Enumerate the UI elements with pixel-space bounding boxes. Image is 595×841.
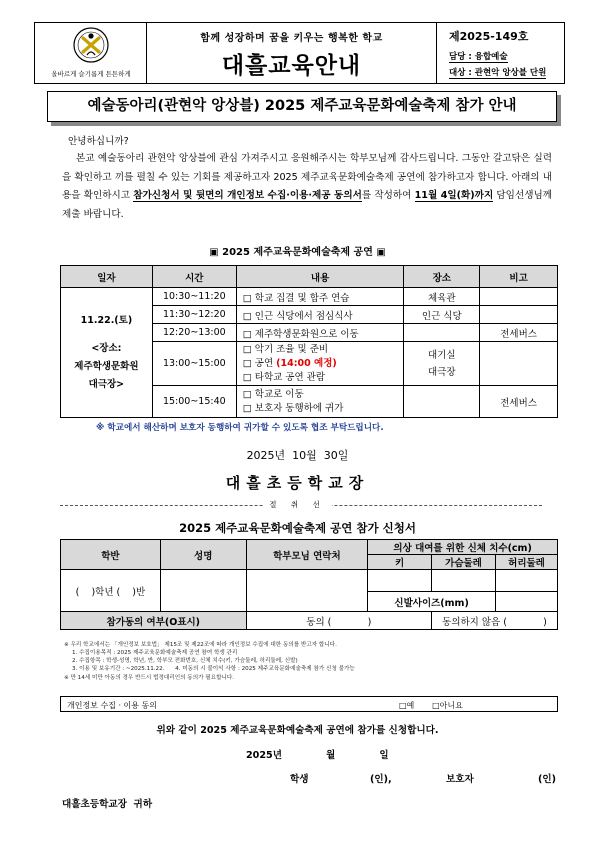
- footnote: 1. 수집이용목적 : 2025 제주교육문화예술축제 공연 참여 학생 관리: [72, 650, 238, 656]
- school-motto: 올바르게 슬기롭게 튼튼하게: [51, 70, 131, 78]
- school-emblem-icon: [73, 27, 109, 63]
- event-date-cell: 11.22.(토) <장소: 제주학생문화원 대극장>: [61, 288, 153, 418]
- shoe-size-label: 신발사이즈(mm): [368, 592, 496, 612]
- table-row: 13:00~15:00 □ 악기 조율 및 준비 □ 공연 (14:00 예정) □ 타학교 공연 관람 대기실 대극장: [61, 342, 558, 386]
- contact-field[interactable]: [246, 570, 368, 612]
- school-slogan: 함께 성장하며 꿈을 키우는 행복한 학교: [200, 33, 383, 44]
- consent-no-checkbox[interactable]: □아니요: [432, 701, 463, 710]
- underlined-forms: 참가신청서 및 뒷면의 개인정보 수집·이용·제공 동의서: [133, 190, 362, 202]
- principal-signature: 대흘초등학교장: [225, 474, 370, 492]
- privacy-consent-label: 개인정보 수집 · 이용 동의: [67, 701, 157, 710]
- table-row: 15:00~15:40 □ 학교로 이동 □ 보호자 동행하에 귀가 전세버스: [61, 386, 558, 418]
- col-date: 일자: [61, 266, 153, 288]
- h-class: 학반: [61, 540, 161, 570]
- manager-value: 융합예술: [474, 52, 508, 62]
- col-content: 내용: [236, 266, 404, 288]
- name-field[interactable]: [160, 570, 246, 612]
- form-title: 2025 제주교육문화예술축제 공연 참가 신청서: [179, 521, 416, 535]
- h-height: 키: [368, 555, 432, 570]
- consent-label: 참가동의 여부(O표시): [61, 612, 247, 630]
- application-statement: 위와 같이 2025 제주교육문화예술축제 공연에 참가를 신청합니다.: [156, 725, 439, 736]
- student-label: 학생: [290, 774, 309, 785]
- issue-date: 2025년 10월 30일: [246, 449, 349, 462]
- footnote-bold: ※ 만 14세 미만 아동의 경우 반드시 법정대리인의 동의가 필요합니다.: [64, 675, 235, 681]
- performance-time: (14:00 예정): [276, 357, 337, 369]
- dismissal-notice: ※ 학교에서 해산하며 보호자 동행하여 귀가할 수 있도록 협조 부탁드립니다.: [96, 423, 384, 433]
- schedule-subtitle: ▣ 2025 제주교육문화예술축제 공연 ▣: [209, 247, 386, 258]
- student-seal[interactable]: (인),: [370, 774, 392, 785]
- agree-field[interactable]: 동의 ( ): [246, 612, 431, 630]
- body-paragraph: 본교 예술동아리 관현악 앙상블에 관심 가져주시고 응원해주시는 학부모님께 감사드립니다. 그동안 갈고닦은 실력을 확인하고 끼를 펼칠 수 있는 기회를 제공하고자 2025 제주교육문화예술축제 공연에 참가하고자 합니다. 아래의 내용을 확인하시고 참가신청서 및 뒷면의 개인정보 수집·이용·제공 동의서를 작성하여 11월 4일(화)까지 담임선생님께 제출 바랍니다.: [62, 153, 553, 220]
- waist-field[interactable]: [496, 570, 558, 592]
- document-number: 제2025-149호: [449, 30, 529, 43]
- underlined-deadline: 11월 4일(화)까지: [414, 190, 494, 202]
- newsletter-title: 대흘교육안내: [221, 53, 362, 79]
- header-center: [147, 23, 436, 83]
- h-waist: 허리둘레: [496, 555, 558, 570]
- footnote: 2. 수집항목 : 학생-성명, 학년, 반, 학부모 전화번호, 신체 치수(키, 가슴둘레, 허리둘레, 신발): [72, 658, 298, 664]
- h-contact: 학부모님 연락처: [246, 540, 368, 570]
- footnote: 3. 이용 및 보유기간 : ~2025.11.22. 4. 미동의 시 불이익 사항 : 2025 제주교육문화예술축제 참가 신청 불가능: [72, 666, 355, 672]
- cut-label: 절 취 선: [0, 499, 595, 510]
- h-chest: 가슴둘레: [432, 555, 496, 570]
- table-row: 12:20~13:00 □ 제주학생문화원으로 이동 전세버스: [61, 324, 558, 342]
- addressee: 대흘초등학교장 귀하: [62, 799, 153, 810]
- target-line: 대상 : 관현악 앙상블 단원: [449, 68, 547, 78]
- schedule-header-row: [61, 266, 558, 288]
- schedule-table: [60, 265, 558, 418]
- table-row: 11:30~12:20 □ 인근 식당에서 점심식사 인근 식당: [61, 306, 558, 324]
- class-field[interactable]: ( )학년 ( )반: [61, 570, 161, 612]
- greeting: 안녕하십니까?: [68, 136, 129, 147]
- h-size: 의상 대여를 위한 신체 치수(cm): [368, 540, 558, 555]
- col-note: 비고: [480, 266, 558, 288]
- document-title: 예술동아리(관현악 앙상블) 2025 제주교육문화예술축제 참가 안내: [47, 91, 557, 122]
- target-value: 관현악 앙상블 단원: [474, 68, 547, 78]
- application-date: 2025년 월 일: [246, 750, 389, 761]
- privacy-consent-box: [60, 696, 558, 712]
- height-field[interactable]: [368, 570, 432, 592]
- disagree-field[interactable]: 동의하지 않음 ( ): [432, 612, 558, 630]
- chest-field[interactable]: [432, 570, 496, 592]
- col-time: 시간: [152, 266, 236, 288]
- guardian-label: 보호자: [446, 774, 474, 785]
- h-name: 성명: [160, 540, 246, 570]
- letterhead: [34, 22, 565, 84]
- footnote: ※ 우리 학교에서는 「개인정보 보호법」 제15조 및 제22조에 따라 개인정보 수집에 대한 동의를 받고자 합니다.: [64, 642, 337, 648]
- consent-yes-checkbox[interactable]: □예: [399, 701, 415, 710]
- col-place: 장소: [404, 266, 480, 288]
- header-meta: [436, 23, 565, 83]
- shoe-size-field[interactable]: [496, 592, 558, 612]
- logo-box: [35, 23, 147, 83]
- manager-line: 담당 : 융합예술: [449, 52, 508, 62]
- table-row: 11.22.(토) <장소: 제주학생문화원 대극장> 10:30~11:20 □ 학교 집결 및 합주 연습 체육관: [61, 288, 558, 306]
- application-form-table: [60, 539, 558, 630]
- guardian-seal[interactable]: (인): [538, 774, 557, 785]
